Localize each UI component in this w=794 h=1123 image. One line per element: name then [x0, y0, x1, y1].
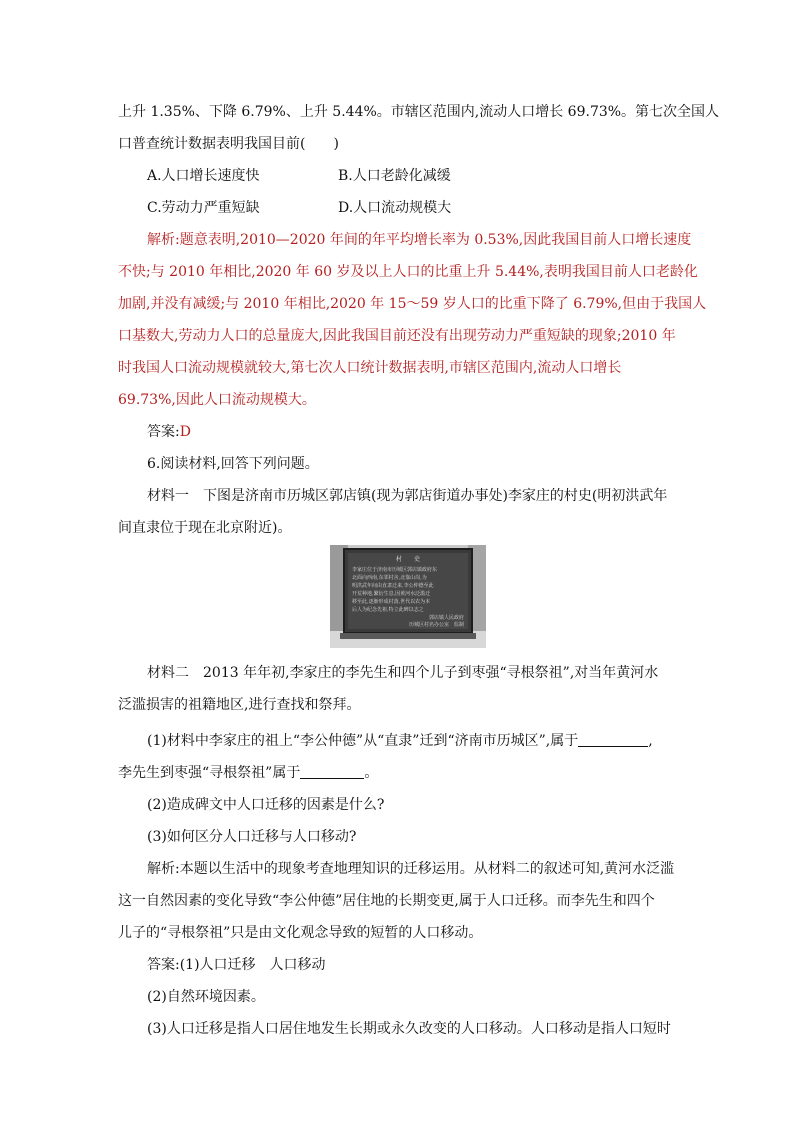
- analysis-line: 口基数大,劳动力人口的总量庞大,因此我国目前还没有出现劳动力严重短缺的现象;2010 年: [118, 328, 676, 344]
- stem-line-2: 口普查统计数据表明我国目前( ): [118, 136, 339, 152]
- stem-line-1: 上升 1.35%、下降 6.79%、上升 5.44%。市辖区范围内,流动人口增长 69.73%。第七次全国人: [118, 104, 720, 120]
- punctuation: 。: [364, 765, 379, 781]
- stone-text-line: 后人为纪念先祖,特立此碑以志之: [352, 607, 424, 613]
- question-6-intro: 6.阅读材料,回答下列问题。: [147, 456, 319, 472]
- sub-question-3: (3)如何区分人口迁移与人口移动?: [147, 829, 357, 845]
- analysis-line: 这一自然因素的变化导致“李公仲德”居住地的长期变更,属于人口迁移。而李先生和四个: [118, 893, 655, 909]
- village-history-stone-photo: [330, 545, 486, 648]
- punctuation: ,: [648, 733, 653, 749]
- material-1-line-1: 材料一 下图是济南市历城区郭店镇(现为郭店街道办事处)李家庄的村史(明初洪武年: [147, 488, 668, 504]
- stone-text-line: 李家庄位于济南市历城区郭店镇政府东: [352, 567, 438, 573]
- stone-signature-line: 历城区村名办公室 监制: [408, 622, 464, 628]
- stone-tablet-image: [330, 545, 486, 648]
- sub-question-1-line-2: [118, 763, 378, 783]
- answer-line: 答案:(1)人口迁移 人口移动: [147, 957, 326, 973]
- sub-question-1-text: (1)材料中李家庄的祖上“李公仲德”从“直隶”迁到“济南市历城区”,属于: [147, 733, 579, 749]
- stone-text-line: 明洪武年间由直隶迁来,李公仲德至此: [352, 583, 434, 589]
- option-c: C.劳动力严重短缺: [147, 200, 260, 216]
- sub-question-1-text: 李先生到枣强“寻根祭祖”属于: [118, 765, 301, 781]
- stone-text-line: 开荒种地,繁衍生息,因黄河水泛滥迁: [352, 591, 431, 597]
- question-5-answer: [147, 422, 191, 442]
- analysis-line: 解析:题意表明,2010—2020 年间的年平均增长率为 0.53%,因此我国目前人口增长速度: [147, 232, 692, 248]
- analysis-line: 加剧,并没有减缓;与 2010 年相比,2020 年 15～59 岁人口的比重下降了 6.79%,但由于我国人: [118, 296, 707, 312]
- option-d: D.人口流动规模大: [338, 200, 452, 216]
- material-1-line-2: 间直隶位于现在北京附近)。: [118, 520, 292, 536]
- analysis-line: 不快;与 2010 年相比,2020 年 60 岁及以上人口的比重上升 5.44%,表明我国目前人口老龄化: [118, 264, 698, 280]
- answer-value: D: [179, 424, 191, 440]
- sub-question-2: (2)造成碑文中人口迁移的因素是什么?: [147, 797, 385, 813]
- blank-fill[interactable]: [300, 764, 364, 779]
- analysis-line: 儿子的“寻根祭祖”只是由文化观念导致的短暂的人口移动。: [118, 925, 483, 941]
- analysis-line: 解析:本题以生活中的现象考查地理知识的迁移运用。从材料二的叙述可知,黄河水泛滥: [147, 861, 675, 877]
- material-2-line-1: 材料二 2013 年年初,李家庄的李先生和四个儿子到枣强“寻根祭祖”,对当年黄河水: [147, 665, 659, 681]
- blank-fill[interactable]: [578, 732, 648, 747]
- stone-title: 村 史: [395, 556, 421, 563]
- stone-text-line: 移至此,逐渐形成村落,世代以农为本: [352, 599, 431, 605]
- material-2-line-2: 泛滥损害的祖籍地区,进行查找和祭拜。: [118, 697, 361, 713]
- stone-signature-line: 郭店镇人民政府: [428, 615, 464, 621]
- analysis-line: 69.73%,因此人口流动规模大。: [118, 392, 316, 408]
- analysis-line: 时我国人口流动规模就较大,第七次人口统计数据表明,市辖区范围内,流动人口增长: [118, 360, 622, 376]
- sub-question-1-line-1: [147, 731, 653, 751]
- answer-label: 答案:: [147, 424, 180, 440]
- stone-text-line: 北面向西南,东邻村舍,北靠山岗,为: [352, 575, 427, 581]
- answer-line: (2)自然环境因素。: [147, 989, 265, 1005]
- answer-line: (3)人口迁移是指人口居住地发生长期或永久改变的人口移动。人口移动是指人口短时: [147, 1021, 671, 1037]
- option-b: B.人口老龄化减缓: [338, 168, 451, 184]
- option-a: A.人口增长速度快: [147, 168, 260, 184]
